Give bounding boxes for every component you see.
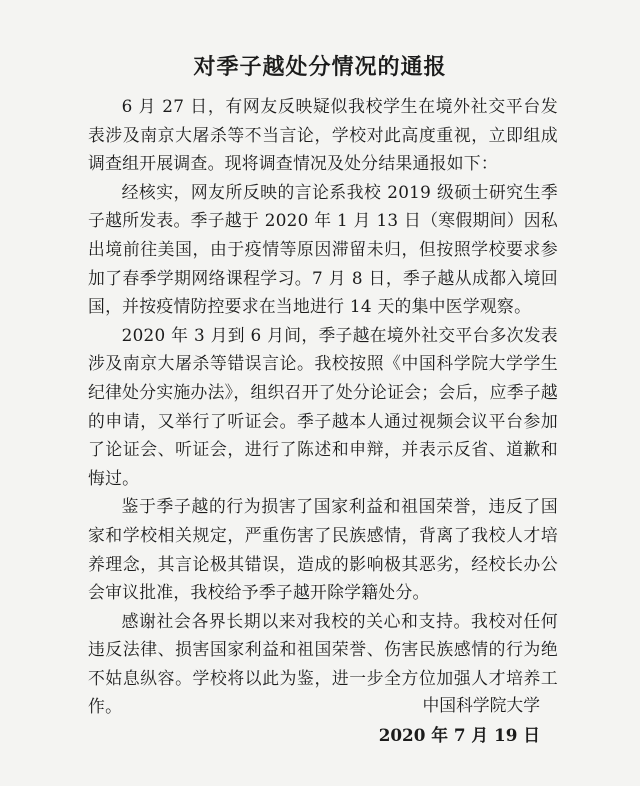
document-body xyxy=(88,92,558,721)
paragraph-3: 2020 年 3 月到 6 月间，季子越在境外社交平台多次发表涉及南京大屠杀等错误言论。我校按照《中国科学院大学学生纪律处分实施办法》，组织召开了处分论证会；会后，应季子越的申请，又举行了听证会。季子越本人通过视频会议平台参加了论证会、听证会，进行了陈述和申辩，并表示反省、道歉和悔过。 xyxy=(88,324,558,488)
paragraph-5: 感谢社会各界长期以来对我校的关心和支持。我校对任何违反法律、损害国家利益和祖国荣誉、伤害民族感情的行为绝不姑息纵容。学校将以此为鉴，进一步全方位加强人才培养工作。 xyxy=(88,610,558,717)
signature-organization: 中国科学院大学 xyxy=(422,695,540,715)
signature-date: 2020 年 7 月 19 日 xyxy=(378,725,540,745)
document-title: 对季子越处分情况的通报 xyxy=(193,55,447,80)
paragraph-1: 6 月 27 日，有网友反映疑似我校学生在境外社交平台发表涉及南京大屠杀等不当言论，学校对此高度重视，立即组成调查组开展调查。现将调查情况及处分结果通报如下： xyxy=(88,96,558,174)
paragraph-2: 经核实，网友所反映的言论系我校 2019 级硕士研究生季子越所发表。季子越于 2020 年 1 月 13 日（寒假期间）因私出境前往美国，由于疫情等原因滞留未归，但按照学校要求参加了春季学期网络课程学习。7 月 8 日，季子越从成都入境回国，并按疫情防控要求在当地进行 14 天的集中医学观察。 xyxy=(88,181,558,317)
paragraph-4: 鉴于季子越的行为损害了国家利益和祖国荣誉，违反了国家和学校相关规定，严重伤害了民族感情，背离了我校人才培养理念，其言论极其错误，造成的影响极其恶劣，经校长办公会审议批准，我校给予季子越开除学籍处分。 xyxy=(88,496,558,603)
